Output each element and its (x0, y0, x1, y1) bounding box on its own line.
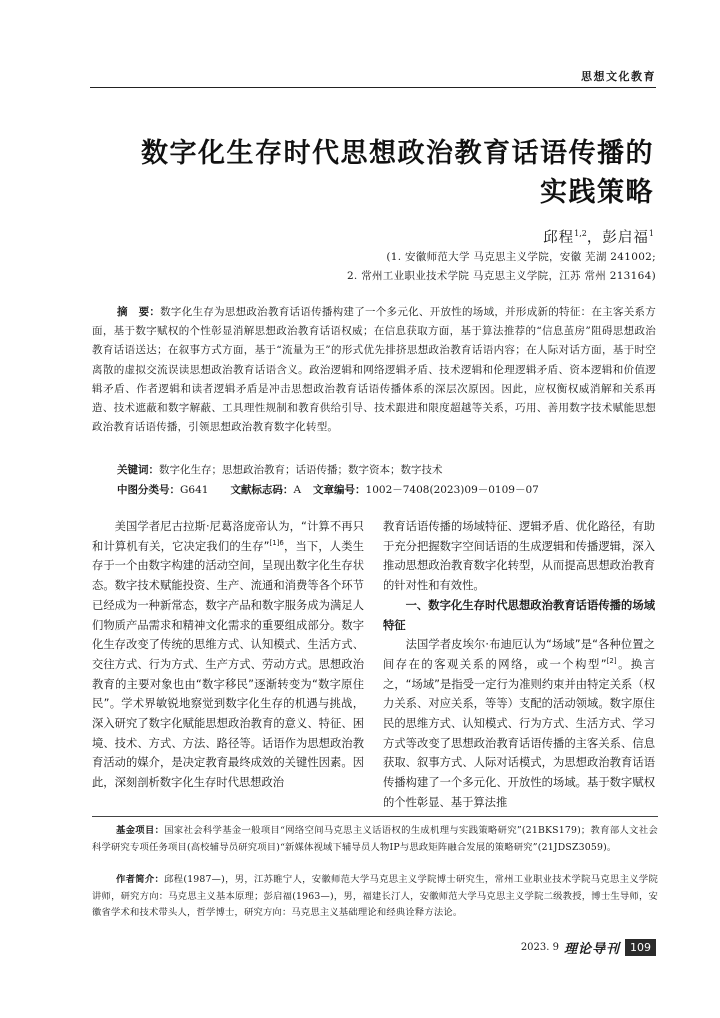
article-title-line-1: 数字化生存时代思想政治教育话语传播的 (141, 138, 654, 169)
section-heading: 一、数字化生存时代思想政治教育话语传播的场域特征 (383, 598, 655, 632)
header-rule (90, 87, 656, 88)
journal-section-header: 思想文化教育 (581, 70, 656, 83)
body-paragraph (92, 517, 364, 793)
footnote-rule (92, 816, 658, 817)
citation-mark: [1]6 (269, 538, 284, 547)
author-bio-label: 作者简介： (116, 874, 165, 885)
body-text: 美国学者尼古拉斯·尼葛洛庞帝认为，“计算不再只和计算机有关，它决定我们的生存” (92, 520, 364, 553)
body-text: 。换言之，“场域”是指受一定行为准则约束并由特定关系（权力关系、对应关系，等等）支配的活动领域。数字原住民的思维方式、认知模式、行为方式、生活方式、学习方式等改变了思想政治教育话语传播的主客关系、信息获取、叙事方式、人际对话模式，为思想政治教育话语传播构建了一个多元化、开放性的场域。基于数字赋权的个性彰显、基于算法推 (383, 657, 655, 809)
author-1-affiliation-mark: 1,2 (574, 229, 587, 239)
funding-text: 国家社会科学基金一般项目“网络空间马克思主义话语权的生成机理与实践策略研究”(21BKS179)；教育部人文社会科学研究专项任务项目(高校辅导员研究项目)“新媒体视域下辅导员人物IP与思政矩阵融合发展的策略研究”(21JDSZ3059)。 (92, 825, 658, 853)
abstract-text: 数字化生存为思想政治教育话语传播构建了一个多元化、开放性的场域，并形成新的特征：在主客关系方面，基于数字赋权的个性彰显消解思想政治教育话语权威；在信息获取方面，基于算法推荐的“信息茧房”阻碍思想政治教育话语送达；在叙事方式方面，基于“流量为王”的形式优先排挤思想政治教育话语内容；在人际对话方面，基于时空离散的虚拟交流误读思想政治教育话语含义。政治逻辑和网络逻辑矛盾、技术逻辑和伦理逻辑矛盾、资本逻辑和价值逻辑矛盾、作者逻辑和读者逻辑矛盾是冲击思想政治教育话语传播体系的深层次原因。因此，应权衡权威消解和关系再造、技术遮蔽和数字解蔽、工具理性规制和教育供给引导、技术跟进和限度超越等关系，巧用、善用数字技术赋能思想政治教育话语传播，引领思想政治教育数字化转型。 (92, 306, 656, 434)
journal-name: 理论导刊 (563, 942, 620, 957)
affiliation-2: 2. 常州工业职业技术学院 马克思主义学院，江苏 常州 213164) (346, 270, 656, 282)
author-bio-text: 邱程(1987—)，男，江苏睢宁人，安徽师范大学马克思主义学院博士研究生，常州工业职业技术学院马克思主义学院讲师，研究方向：马克思主义基本原理；彭启福(1963—)，男，福建长汀人，安徽师范大学马克思主义学院二级教授，博士生导师，安徽省学术和技术带头人，哲学博士，研究方向：马克思主义基础理论和经典诠释方法论。 (92, 874, 658, 918)
author-2: 彭启福 (602, 230, 649, 246)
abstract (92, 303, 656, 437)
page-footer (521, 938, 656, 957)
body-column-left (92, 517, 364, 793)
body-text: 法国学者皮埃尔·布迪厄认为“场域”是“各种位置之间存在的客观关系的网络，或一个构型” (383, 638, 655, 671)
author-2-affiliation-mark: 1 (648, 229, 654, 239)
page-number: 109 (625, 939, 656, 956)
body-paragraph: 教育话语传播的场域特征、逻辑矛盾、优化路径，有助于充分把握数字空间话语的生成逻辑和传播逻辑，深入推动思想政治教育数字化转型，从而提高思想政治教育的针对性和有效性。 (383, 520, 655, 593)
article-number-label: 文章编号： (313, 484, 366, 496)
footnote-author-bio (92, 872, 658, 922)
keywords-label: 关键词： (117, 464, 159, 476)
clc-value: G641 (180, 484, 209, 496)
affiliation-1: (1. 安徽师范大学 马克思主义学院，安徽 芜湖 241002; (386, 251, 656, 263)
abstract-label: 摘 要： (117, 306, 161, 318)
keywords-text: 数字化生存；思想政治教育；话语传播；数字资本；数字技术 (159, 464, 443, 476)
classification-line (117, 482, 539, 497)
clc-label: 中图分类号： (117, 484, 180, 496)
issue-date: 2023. 9 (520, 942, 559, 953)
author-1: 邱程 (543, 230, 575, 246)
article-number-value: 1002－7408(2023)09－0109－07 (365, 484, 539, 496)
funding-label: 基金项目： (116, 825, 165, 836)
doc-code-label: 文献标志码： (230, 484, 294, 496)
body-paragraph (383, 635, 655, 812)
footnote-funding (92, 823, 658, 856)
body-column-right (383, 517, 655, 813)
author-separator: ， (586, 230, 603, 246)
keywords (117, 462, 443, 477)
citation-mark: [2] (606, 657, 617, 666)
doc-code-value: A (293, 484, 302, 496)
body-text: ，当下，人类生存于一个由数字构建的活动空间，呈现出数字化生存状态。数字技术赋能投资、生产、流通和消费等各个环节已经成为一种新常态，数字产品和数字服务成为满足人们物质产品需求和精神文化需求的重要组成部分。数字化生存改变了传统的思维方式、认知模式、生活方式、交往方式、行为方式、生产方式、劳动方式。思想政治教育的主要对象也由“数字移民”逐渐转变为“数字原住民”。学术界敏锐地察觉到数字化生存的机遇与挑战，深入研究了数字化赋能思想政治教育的意义、特征、困境、技术、方式、方法、路径等。话语作为思想政治教育活动的媒介，是决定教育最终成效的关键性因素。因此，深刻剖析数字化生存时代思想政治 (92, 539, 364, 790)
article-title-line-2: 实践策略 (540, 177, 654, 208)
authors (543, 226, 654, 247)
